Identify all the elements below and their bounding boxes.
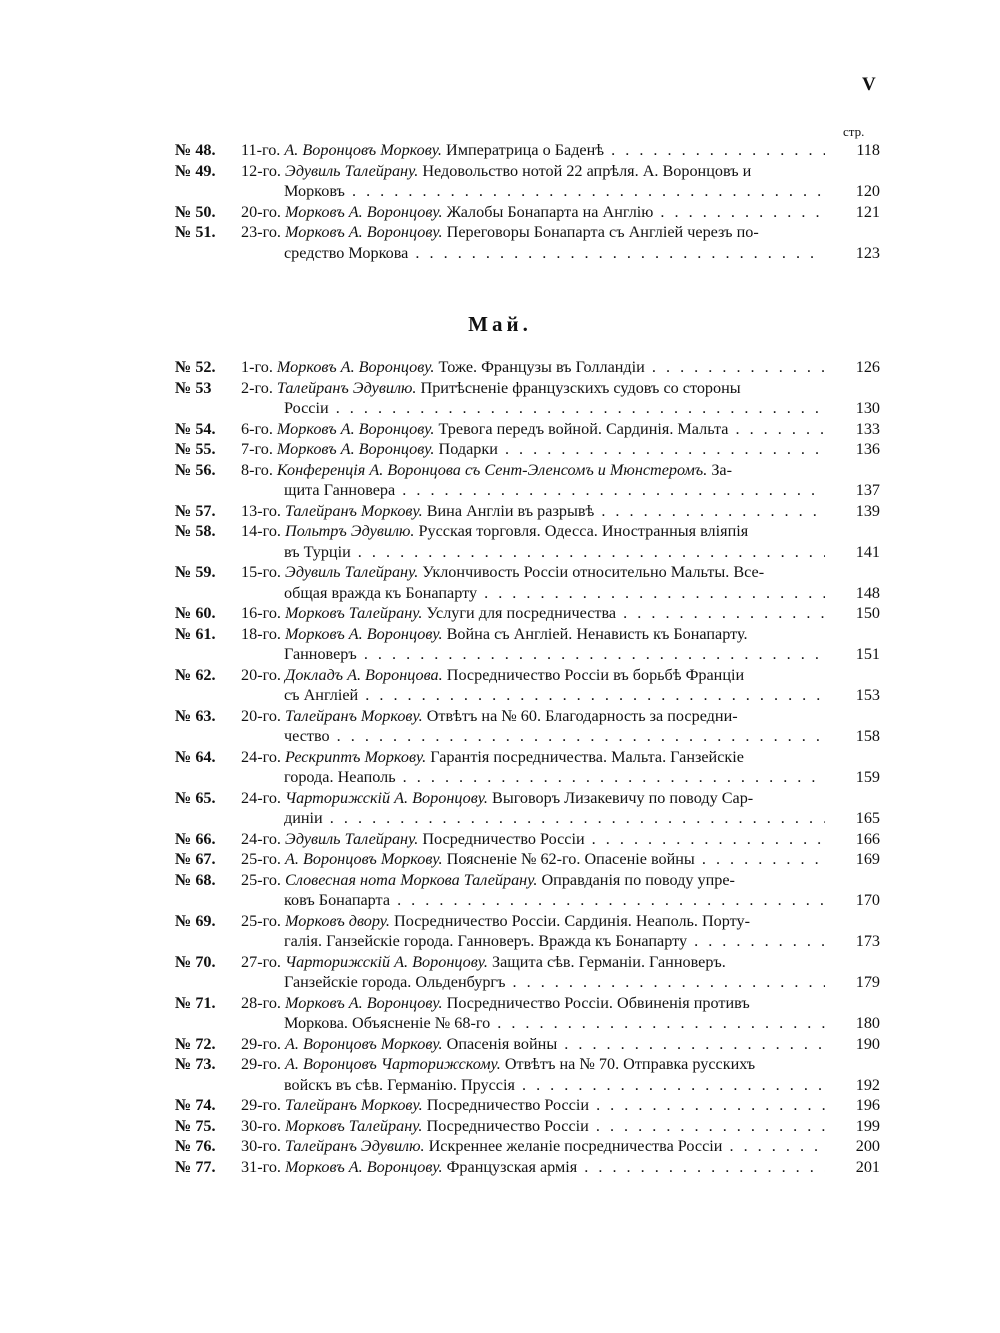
entry-text bbox=[241, 202, 825, 223]
entry-text bbox=[241, 1157, 825, 1178]
toc-entry bbox=[175, 1116, 880, 1137]
entry-subject-continued: Морковъ . . . bbox=[284, 181, 825, 202]
document-number: № 59. bbox=[175, 563, 216, 581]
document-number: № 69. bbox=[175, 911, 216, 930]
entry-subject: Посредничество Россіи. Сардинія. Неаполь. Порту- bbox=[394, 911, 751, 930]
entry-subject: Вина Англіи въ разрывѣ bbox=[426, 501, 595, 520]
toc-entry bbox=[175, 1095, 880, 1116]
entry-date: 20-го. bbox=[241, 706, 281, 725]
entry-date: 18-го. bbox=[241, 624, 281, 643]
toc-entry-line bbox=[175, 808, 880, 829]
document-number: № 55. bbox=[175, 440, 216, 458]
entry-author: Талейранъ Моркову. bbox=[285, 1096, 423, 1114]
page-reference: 159 bbox=[855, 768, 880, 786]
page-reference: 120 bbox=[855, 182, 880, 200]
entry-subject: Выговоръ Лизакевичу по поводу Сар- bbox=[492, 788, 754, 807]
toc-entry-line bbox=[175, 161, 880, 182]
toc-entry-line bbox=[175, 583, 880, 604]
toc-entry bbox=[175, 419, 880, 440]
entry-date: 25-го. bbox=[241, 870, 281, 889]
page-reference: 148 bbox=[855, 583, 880, 602]
entry-date: 29-го. bbox=[241, 1034, 281, 1053]
entry-author: А. Воронцовъ Чарторижскому. bbox=[285, 1055, 501, 1073]
toc-entry-line bbox=[175, 1034, 880, 1055]
entry-subject-continued: города. Неаполь . . . bbox=[284, 767, 825, 788]
page-number: V bbox=[862, 74, 876, 95]
toc-entry-line bbox=[175, 378, 880, 399]
document-number: № 70. bbox=[175, 952, 216, 971]
entry-author: Морковъ двору. bbox=[285, 911, 390, 930]
toc-entry bbox=[175, 222, 880, 263]
toc-entry-line bbox=[175, 181, 880, 202]
entry-author: Эдувиль Талейрану. bbox=[285, 563, 419, 581]
page-reference: 130 bbox=[855, 399, 880, 417]
toc-entry bbox=[175, 706, 880, 747]
entry-date: 30-го. bbox=[241, 1116, 281, 1135]
entry-author: Чарторижскій А. Воронцову. bbox=[285, 952, 488, 971]
entry-author: Морковъ А. Воронцову. bbox=[276, 358, 435, 376]
entry-subject: Опасенія войны bbox=[446, 1034, 558, 1053]
entry-text bbox=[241, 501, 825, 522]
entry-subject: Посредничество Россіи въ борьбѣ Франціи bbox=[446, 665, 745, 684]
document-number: № 66. bbox=[175, 829, 216, 848]
toc-entry-line bbox=[175, 1157, 880, 1178]
toc-entry bbox=[175, 665, 880, 706]
document-number: № 74. bbox=[175, 1096, 216, 1114]
toc-entry bbox=[175, 870, 880, 911]
toc-entry-line bbox=[175, 767, 880, 788]
entry-subject-continued: Россіи . . . bbox=[284, 398, 825, 419]
toc-entry bbox=[175, 952, 880, 993]
document-number: № 77. bbox=[175, 1157, 216, 1176]
entry-date: 30-го. bbox=[241, 1137, 281, 1155]
toc-entry bbox=[175, 521, 880, 562]
entry-subject: Искреннее желаніе посредничества Россіи bbox=[428, 1137, 723, 1155]
entry-text bbox=[241, 1136, 825, 1157]
entry-text bbox=[241, 706, 825, 727]
page-reference: 170 bbox=[855, 891, 880, 909]
toc-entry bbox=[175, 1136, 880, 1157]
document-number: № 67. bbox=[175, 850, 216, 868]
entry-text bbox=[241, 849, 825, 870]
toc-entry-line bbox=[175, 1054, 880, 1075]
entry-author: Докладъ А. Воронцова. bbox=[285, 665, 443, 684]
toc-entry bbox=[175, 140, 880, 161]
page-reference: 173 bbox=[855, 932, 880, 950]
toc-entry bbox=[175, 501, 880, 522]
entry-subject: Посредничество Россіи. Обвиненія противъ bbox=[446, 993, 750, 1012]
toc-entry-line bbox=[175, 931, 880, 952]
toc-entry-line bbox=[175, 140, 880, 161]
entry-text bbox=[241, 562, 825, 583]
entry-subject: Притѣсненіе французскихъ судовъ со стороны bbox=[420, 378, 741, 397]
toc-entry-line bbox=[175, 202, 880, 223]
toc-entry-line bbox=[175, 1136, 880, 1157]
entry-subject-continued: Ганноверъ . . . bbox=[284, 644, 825, 665]
toc-entry-line bbox=[175, 665, 880, 686]
toc-entry bbox=[175, 562, 880, 603]
toc-entry-line bbox=[175, 685, 880, 706]
toc-entry-line bbox=[175, 849, 880, 870]
entry-text bbox=[241, 829, 825, 850]
entry-date: 25-го. bbox=[241, 850, 281, 868]
toc-entry-line bbox=[175, 243, 880, 264]
entry-date: 15-го. bbox=[241, 563, 281, 581]
document-number: № 48. bbox=[175, 141, 216, 159]
entry-text bbox=[241, 378, 825, 399]
page-reference: 180 bbox=[855, 1014, 880, 1032]
entry-subject: За- bbox=[711, 460, 732, 479]
page-reference: 158 bbox=[855, 727, 880, 745]
toc-entry bbox=[175, 1034, 880, 1055]
entry-text bbox=[241, 357, 825, 378]
entry-subject: Недовольство нотой 22 апрѣля. А. Воронцовъ и bbox=[422, 161, 752, 180]
entry-date: 29-го. bbox=[241, 1096, 281, 1114]
document-number: № 73. bbox=[175, 1055, 216, 1073]
toc-entry bbox=[175, 1054, 880, 1095]
toc-entry bbox=[175, 911, 880, 952]
document-number: № 53 bbox=[175, 378, 212, 397]
section-title-may: Май. bbox=[468, 312, 532, 336]
entry-date: 12-го. bbox=[241, 161, 281, 180]
toc-entry-line bbox=[175, 706, 880, 727]
toc-entry bbox=[175, 747, 880, 788]
toc-entry-line bbox=[175, 1095, 880, 1116]
entry-date: 16-го. bbox=[241, 604, 281, 622]
toc-entry bbox=[175, 603, 880, 624]
page-reference: 192 bbox=[855, 1075, 880, 1094]
entry-text bbox=[241, 603, 825, 624]
document-number: № 64. bbox=[175, 747, 216, 766]
entry-date: 1-го. bbox=[241, 358, 273, 376]
document-number: № 52. bbox=[175, 358, 216, 376]
page-column-label: стр. bbox=[843, 124, 865, 139]
toc-entry-line bbox=[175, 357, 880, 378]
document-number: № 75. bbox=[175, 1116, 216, 1135]
entry-author: Морковъ А. Воронцову. bbox=[276, 419, 435, 438]
entry-subject: Императрица о Баденѣ bbox=[446, 141, 605, 159]
entry-subject: Посредничество Россіи bbox=[426, 1096, 590, 1114]
entry-date: 6-го. bbox=[241, 419, 273, 438]
entry-subject: Война съ Англіей. Ненависть къ Бонапарту. bbox=[446, 624, 748, 643]
entry-author: Морковъ А. Воронцову. bbox=[285, 202, 443, 221]
entry-text bbox=[241, 140, 825, 161]
page-reference: 121 bbox=[855, 202, 880, 221]
entry-subject: Русская торговля. Одесса. Иностранныя вліяпія bbox=[418, 522, 749, 540]
toc-entry-line bbox=[175, 829, 880, 850]
entry-date: 28-го. bbox=[241, 993, 281, 1012]
entry-author: Морковъ А. Воронцову. bbox=[285, 624, 443, 643]
toc-entry-line bbox=[175, 747, 880, 768]
toc-entry-line bbox=[175, 542, 880, 563]
entry-subject-continued: щита Ганновера . . . bbox=[284, 480, 825, 501]
entry-subject: Отвѣтъ на № 60. Благодарность за посредни- bbox=[426, 706, 738, 725]
entry-subject: Переговоры Бонапарта съ Англіей черезъ по- bbox=[446, 223, 759, 241]
document-number: № 72. bbox=[175, 1034, 216, 1053]
entry-date: 20-го. bbox=[241, 202, 281, 221]
entry-text bbox=[241, 521, 825, 542]
page-reference: 166 bbox=[855, 829, 880, 848]
entry-author: Эдувиль Талейрану. bbox=[285, 161, 419, 180]
entry-text bbox=[241, 870, 825, 891]
entry-author: Конференція А. Воронцова съ Сент-Эленсомъ и Мюнстеромъ. bbox=[276, 460, 708, 479]
toc-entry bbox=[175, 357, 880, 378]
entry-subject-continued: ковъ Бонапарта . . . bbox=[284, 890, 825, 911]
toc-entry-line bbox=[175, 603, 880, 624]
toc-entry bbox=[175, 439, 880, 460]
document-number: № 54. bbox=[175, 419, 216, 438]
entry-subject: Поясненіе № 62-го. Опасеніе войны bbox=[446, 850, 695, 868]
entry-text bbox=[241, 952, 825, 973]
entry-author: Чарторижскій А. Воронцову. bbox=[285, 788, 488, 807]
entry-subject-continued: Ганзейскіе города. Ольденбургъ . . . bbox=[284, 972, 825, 993]
toc-entry-line bbox=[175, 972, 880, 993]
entry-text bbox=[241, 911, 825, 932]
toc-entry-line bbox=[175, 562, 880, 583]
entry-text bbox=[241, 1095, 825, 1116]
toc-entry bbox=[175, 202, 880, 223]
document-number: № 63. bbox=[175, 706, 216, 725]
page-reference: 136 bbox=[855, 440, 880, 458]
toc-entry-line bbox=[175, 222, 880, 243]
entry-subject: Гарантія посредничества. Мальта. Ганзейскіе bbox=[430, 747, 744, 766]
entry-date: 7-го. bbox=[241, 440, 273, 458]
entry-subject-continued: чество . . . bbox=[284, 726, 825, 747]
entry-author: Морковъ А. Воронцову. bbox=[285, 993, 443, 1012]
entry-text bbox=[241, 161, 825, 182]
entry-text bbox=[241, 624, 825, 645]
entry-author: Рескриптъ Моркову. bbox=[285, 747, 427, 766]
entry-author: Талейранъ Моркову. bbox=[285, 501, 423, 520]
entry-author: Морковъ Талейрану. bbox=[285, 604, 423, 622]
entry-date: 25-го. bbox=[241, 911, 281, 930]
toc-entry bbox=[175, 849, 880, 870]
page-reference: 137 bbox=[855, 481, 880, 499]
toc-entry-line bbox=[175, 788, 880, 809]
entry-text bbox=[241, 460, 825, 481]
toc-entry-line bbox=[175, 911, 880, 932]
entry-subject: Посредничество Россіи bbox=[426, 1116, 589, 1135]
document-number: № 61. bbox=[175, 624, 216, 643]
document-number: № 62. bbox=[175, 665, 216, 684]
toc-entry-line bbox=[175, 419, 880, 440]
toc-entry-line bbox=[175, 952, 880, 973]
entry-author: А. Воронцовъ Моркову. bbox=[285, 1034, 443, 1053]
toc-entry-line bbox=[175, 1075, 880, 1096]
document-number: № 68. bbox=[175, 870, 216, 889]
page-reference: 123 bbox=[855, 243, 880, 262]
entry-subject-continued: войскъ въ сѣв. Германію. Пруссія . . . bbox=[284, 1075, 825, 1096]
page-reference: 190 bbox=[855, 1034, 880, 1053]
toc-entry-line bbox=[175, 726, 880, 747]
document-number: № 56. bbox=[175, 460, 216, 479]
toc-entry-line bbox=[175, 870, 880, 891]
toc-entry-line bbox=[175, 439, 880, 460]
entry-subject-continued: средство Моркова . . . bbox=[284, 243, 825, 264]
entry-author: Морковъ А. Воронцову. bbox=[285, 1157, 443, 1176]
page-reference: 201 bbox=[855, 1157, 880, 1176]
entry-author: Талейранъ Моркову. bbox=[285, 706, 423, 725]
entry-text bbox=[241, 788, 825, 809]
entry-author: Эдувиль Талейрану. bbox=[285, 829, 419, 848]
document-number: № 50. bbox=[175, 202, 216, 221]
page-reference: 150 bbox=[855, 604, 880, 622]
entry-subject: Защита сѣв. Германіи. Ганноверъ. bbox=[492, 952, 726, 971]
page-reference: 196 bbox=[855, 1096, 880, 1114]
toc-entry bbox=[175, 788, 880, 829]
document-number: № 65. bbox=[175, 788, 216, 807]
entry-subject-continued: галія. Ганзейскіе города. Ганноверъ. Вражда къ Бонапарту . . . bbox=[284, 931, 825, 952]
toc-entry bbox=[175, 161, 880, 202]
toc-entry bbox=[175, 829, 880, 850]
page-reference: 153 bbox=[855, 686, 880, 704]
entry-text bbox=[241, 993, 825, 1014]
page-reference: 151 bbox=[855, 645, 880, 663]
entry-subject: Уклончивость Россіи относительно Мальты. Все- bbox=[422, 563, 765, 581]
toc-entry bbox=[175, 993, 880, 1034]
entry-text bbox=[241, 419, 825, 440]
entry-date: 11-го. bbox=[241, 141, 281, 159]
page-reference: 169 bbox=[855, 850, 880, 868]
entry-subject: Отвѣтъ на № 70. Отправка русскихъ bbox=[504, 1055, 756, 1073]
page-reference: 139 bbox=[855, 501, 880, 520]
toc-list-april bbox=[175, 140, 880, 263]
entry-subject: Жалобы Бонапарта на Англію bbox=[446, 202, 654, 221]
toc-entry-line bbox=[175, 460, 880, 481]
toc-entry-line bbox=[175, 480, 880, 501]
entry-author: Талейранъ Эдувилю. bbox=[285, 1137, 425, 1155]
entry-subject: Тревога передъ войной. Сардинія. Мальта bbox=[438, 419, 729, 438]
entry-author: Морковъ Талейрану. bbox=[285, 1116, 423, 1135]
entry-subject-continued: съ Англіей . . . bbox=[284, 685, 825, 706]
document-number: № 49. bbox=[175, 161, 216, 180]
entry-date: 27-го. bbox=[241, 952, 281, 971]
document-number: № 76. bbox=[175, 1137, 216, 1155]
toc-entry-line bbox=[175, 1116, 880, 1137]
entry-subject: Посредничество Россіи bbox=[422, 829, 585, 848]
entry-text bbox=[241, 1116, 825, 1137]
page-reference: 118 bbox=[856, 141, 880, 159]
entry-date: 20-го. bbox=[241, 665, 281, 684]
entry-text bbox=[241, 1034, 825, 1055]
document-number: № 58. bbox=[175, 522, 216, 540]
entry-author: А. Воронцовъ Моркову. bbox=[285, 850, 443, 868]
document-number: № 57. bbox=[175, 501, 216, 520]
entry-author: Польтръ Эдувилю. bbox=[285, 522, 415, 540]
entry-date: 23-го. bbox=[241, 223, 281, 241]
toc-entry-line bbox=[175, 398, 880, 419]
entry-subject: Услуги для посредничества bbox=[426, 604, 617, 622]
page-reference: 179 bbox=[855, 973, 880, 991]
entry-date: 31-го. bbox=[241, 1157, 281, 1176]
toc-entry-line bbox=[175, 624, 880, 645]
document-number: № 60. bbox=[175, 604, 216, 622]
toc-entry-line bbox=[175, 644, 880, 665]
document-number: № 51. bbox=[175, 223, 216, 241]
entry-date: 24-го. bbox=[241, 747, 281, 766]
toc-entry bbox=[175, 624, 880, 665]
entry-text bbox=[241, 665, 825, 686]
entry-subject-continued: въ Турціи . . . bbox=[284, 542, 825, 563]
entry-text bbox=[241, 222, 825, 243]
page-reference: 141 bbox=[855, 542, 880, 561]
entry-subject: Подарки bbox=[438, 440, 498, 458]
entry-subject: Оправданія по поводу упре- bbox=[541, 870, 735, 889]
toc-entry-line bbox=[175, 521, 880, 542]
entry-subject: Французская армія bbox=[446, 1157, 578, 1176]
document-number: № 71. bbox=[175, 993, 216, 1012]
toc-entry bbox=[175, 460, 880, 501]
entry-subject-continued: Моркова. Объясненіе № 68-го . . . bbox=[284, 1013, 825, 1034]
page-reference: 199 bbox=[855, 1116, 880, 1135]
entry-date: 13-го. bbox=[241, 501, 281, 520]
page-reference: 126 bbox=[855, 358, 880, 376]
entry-text bbox=[241, 1054, 825, 1075]
entry-author: Талейранъ Эдувилю. bbox=[276, 378, 417, 397]
entry-date: 24-го. bbox=[241, 788, 281, 807]
toc-entry-line bbox=[175, 1013, 880, 1034]
entry-date: 8-го. bbox=[241, 460, 273, 479]
entry-subject-continued: общая вражда къ Бонапарту . . . bbox=[284, 583, 825, 604]
page-reference: 200 bbox=[855, 1137, 880, 1155]
entry-date: 29-го. bbox=[241, 1055, 281, 1073]
entry-date: 14-го. bbox=[241, 522, 281, 540]
entry-text bbox=[241, 747, 825, 768]
toc-entry-line bbox=[175, 890, 880, 911]
toc-entry-line bbox=[175, 993, 880, 1014]
entry-date: 24-го. bbox=[241, 829, 281, 848]
entry-author: Морковъ А. Воронцову. bbox=[285, 223, 443, 241]
toc-entry-line bbox=[175, 501, 880, 522]
entry-author: Словесная нота Моркова Талейрану. bbox=[285, 870, 538, 889]
toc-entry bbox=[175, 378, 880, 419]
entry-author: Морковъ А. Воронцову. bbox=[276, 440, 435, 458]
entry-subject: Тоже. Французы въ Голландіи bbox=[438, 358, 645, 376]
entry-author: А. Воронцовъ Моркову. bbox=[284, 141, 442, 159]
entry-text bbox=[241, 439, 825, 460]
toc-entry bbox=[175, 1157, 880, 1178]
entry-date: 2-го. bbox=[241, 378, 273, 397]
page-reference: 165 bbox=[855, 809, 880, 827]
toc-list-may bbox=[175, 357, 880, 1177]
entry-subject-continued: диніи . . . bbox=[284, 808, 825, 829]
page-reference: 133 bbox=[855, 419, 880, 438]
